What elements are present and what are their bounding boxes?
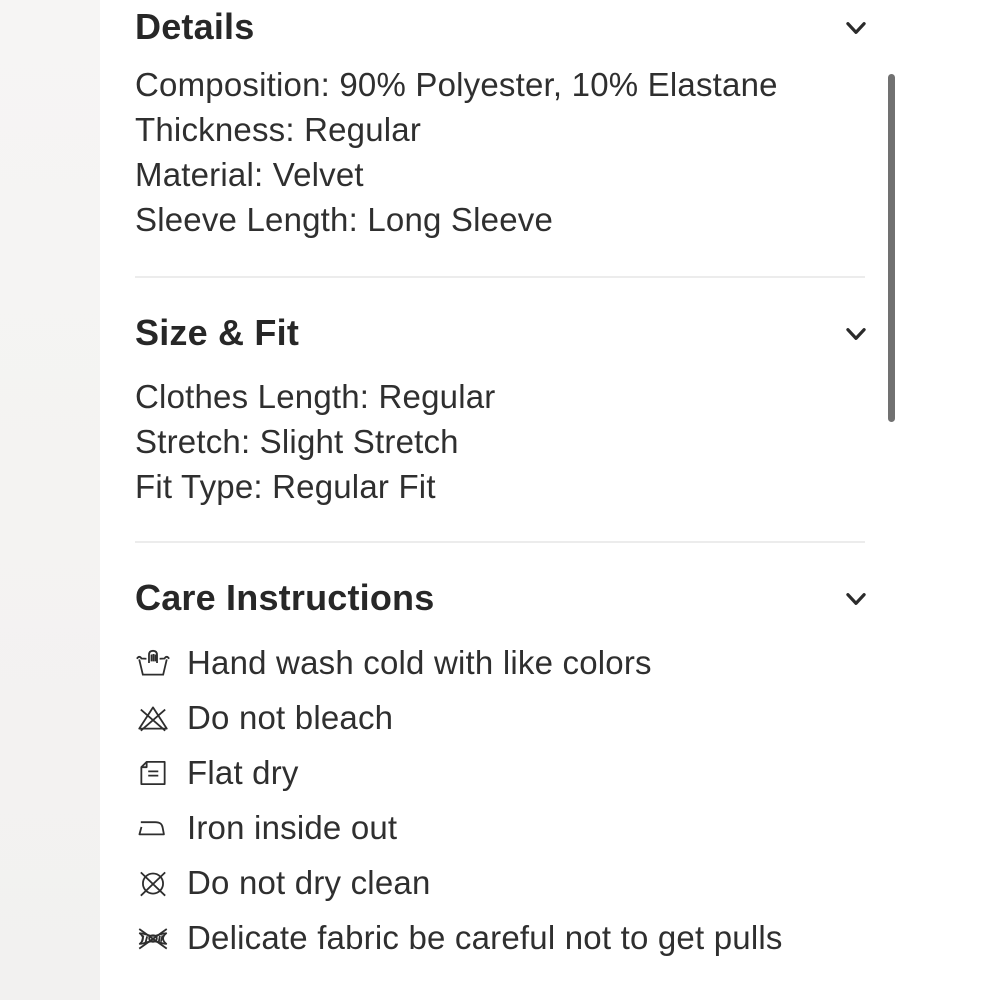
care-row-hand-wash [135,635,865,690]
detail-row: Composition: 90% Polyester, 10% Elastane [135,66,778,103]
size-fit-row: Clothes Length: Regular [135,378,496,415]
size-fit-section-header[interactable] [135,312,865,354]
detail-row: Material: Velvet [135,156,364,193]
care-row-do-not-bleach [135,690,865,745]
section-divider [135,541,865,543]
hand-wash-icon [135,645,171,681]
care-label: Do not bleach [187,698,394,736]
iron-icon [135,810,171,846]
details-rows [135,62,865,242]
care-label: Hand wash cold with like colors [187,643,652,681]
size-fit-rows [135,374,865,509]
care-label: Do not dry clean [187,863,431,901]
section-details [135,6,865,242]
details-section-header[interactable] [135,6,865,48]
care-row-iron [135,800,865,855]
section-divider [135,276,865,278]
care-label: Iron inside out [187,808,398,846]
care-row-do-not-wring [135,910,865,965]
care-instruction-list [135,635,865,965]
details-section-title: Details [135,6,255,47]
chevron-down-icon[interactable] [841,584,871,614]
scrollbar-thumb[interactable] [888,74,895,422]
size-fit-row: Fit Type: Regular Fit [135,468,436,505]
size-fit-row: Stretch: Slight Stretch [135,423,459,460]
do-not-bleach-icon [135,700,171,736]
care-section-header[interactable] [135,577,865,619]
do-not-dry-clean-icon [135,865,171,901]
section-care-instructions [135,577,865,965]
chevron-down-icon[interactable] [841,13,871,43]
care-row-flat-dry [135,745,865,800]
section-size-fit [135,312,865,509]
care-section-title: Care Instructions [135,577,435,618]
do-not-wring-icon [135,920,171,956]
care-row-do-not-dry-clean [135,855,865,910]
care-label: Flat dry [187,753,299,791]
page-left-margin [0,0,100,1000]
detail-row: Sleeve Length: Long Sleeve [135,201,554,238]
chevron-down-icon[interactable] [841,319,871,349]
flat-dry-icon [135,755,171,791]
care-label: Delicate fabric be careful not to get pulls [187,918,783,956]
size-fit-section-title: Size & Fit [135,312,300,353]
detail-row: Thickness: Regular [135,111,422,148]
